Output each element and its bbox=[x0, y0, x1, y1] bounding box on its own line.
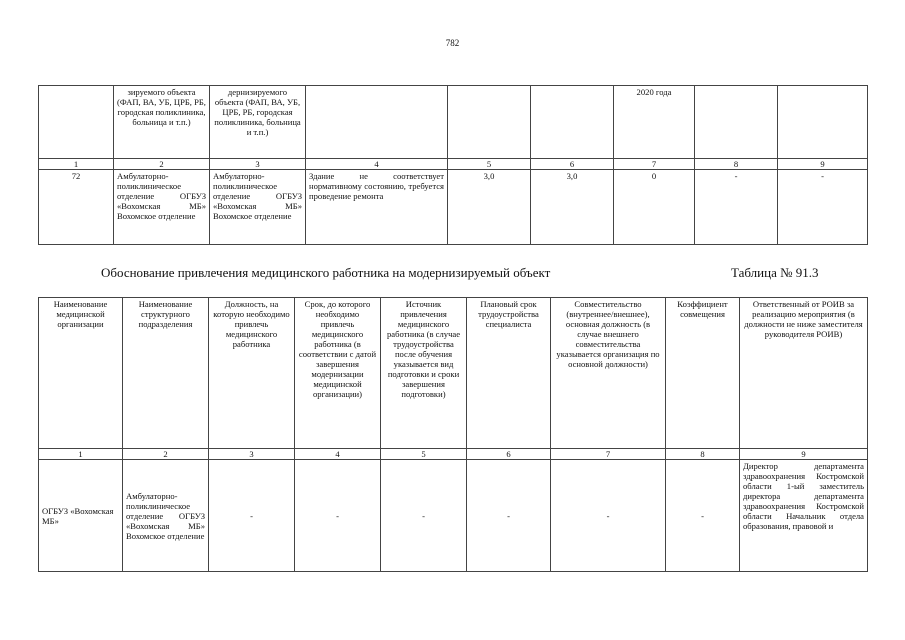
table-cell: зируемого объекта (ФАП, ВА, УБ, ЦРБ, РБ, городская поликлиника, больница и т.п.) bbox=[114, 86, 210, 159]
column-number: 1 bbox=[39, 159, 114, 170]
column-number: 4 bbox=[295, 449, 381, 460]
table-cell: 3,0 bbox=[531, 170, 614, 245]
table-cell: - bbox=[295, 460, 381, 572]
table-cell bbox=[778, 86, 868, 159]
table-header-row bbox=[39, 298, 868, 449]
column-number: 8 bbox=[666, 449, 740, 460]
column-numbers-row bbox=[39, 159, 868, 170]
column-numbers-row bbox=[39, 449, 868, 460]
infrastructure-table bbox=[38, 85, 868, 245]
column-header: Ответственный от РОИВ за реализацию мероприятия (в должности не ниже заместителя руководителя РОИВ) bbox=[740, 298, 868, 449]
column-header: Срок, до которого необходимо привлечь медицинского работника (в соответствии с датой завершения модернизации медицинской организации) bbox=[295, 298, 381, 449]
column-header: Наименование структурного подразделения bbox=[123, 298, 209, 449]
table-cell: ОГБУЗ «Вохомская МБ» bbox=[39, 460, 123, 572]
table-row bbox=[39, 86, 868, 159]
column-number: 1 bbox=[39, 449, 123, 460]
column-header: Наименование медицинской организации bbox=[39, 298, 123, 449]
column-number: 7 bbox=[614, 159, 695, 170]
table-cell: - bbox=[551, 460, 666, 572]
column-number: 8 bbox=[695, 159, 778, 170]
column-header: Источник привлечения медицинского работника (в случае трудоустройства после обучения указывается вид подготовки и сроки завершения подготовки) bbox=[381, 298, 467, 449]
table-caption-title: Обоснование привлечения медицинского работника на модернизируемый объект bbox=[101, 265, 551, 280]
column-number: 2 bbox=[123, 449, 209, 460]
table-cell bbox=[39, 86, 114, 159]
table-cell bbox=[695, 86, 778, 159]
table-cell bbox=[448, 86, 531, 159]
table-row bbox=[39, 170, 868, 245]
staffing-table bbox=[38, 297, 868, 572]
table-row bbox=[39, 460, 868, 572]
table-cell: 2020 года bbox=[614, 86, 695, 159]
table-cell: дернизируемого объекта (ФАП, ВА, УБ, ЦРБ, РБ, городская поликлиника, больница и т.п.) bbox=[210, 86, 306, 159]
table-cell: - bbox=[381, 460, 467, 572]
table-cell: - bbox=[209, 460, 295, 572]
column-header: Коэффициент совмещения bbox=[666, 298, 740, 449]
table-cell bbox=[306, 86, 448, 159]
column-number: 5 bbox=[448, 159, 531, 170]
table-caption-number: Таблица № 91.3 bbox=[731, 265, 819, 280]
column-header: Совместительство (внутреннее/внешнее), основная должность (в случае внешнего совместительства указывается организация по основной должности) bbox=[551, 298, 666, 449]
table-cell: - bbox=[695, 170, 778, 245]
column-number: 3 bbox=[210, 159, 306, 170]
column-number: 6 bbox=[467, 449, 551, 460]
column-header: Должность, на которую необходимо привлечь медицинского работника bbox=[209, 298, 295, 449]
table-cell: Амбулаторно-поликлиническое отделение ОГБУЗ «Вохомская МБ» Вохомское отделение bbox=[114, 170, 210, 245]
table-cell: Директор департамента здравоохранения Костромской области 1-ый заместитель директора департамента здравоохранения Костромской области Начальник отдела образования, правовой и bbox=[740, 460, 868, 572]
column-header: Плановый срок трудоустройства специалиста bbox=[467, 298, 551, 449]
table-cell: 0 bbox=[614, 170, 695, 245]
column-number: 3 bbox=[209, 449, 295, 460]
table-cell: - bbox=[467, 460, 551, 572]
table-cell bbox=[531, 86, 614, 159]
column-number: 7 bbox=[551, 449, 666, 460]
table-cell: - bbox=[666, 460, 740, 572]
column-number: 6 bbox=[531, 159, 614, 170]
page-number: 782 bbox=[445, 38, 460, 48]
column-number: 5 bbox=[381, 449, 467, 460]
table-cell: 3,0 bbox=[448, 170, 531, 245]
table-cell: Амбулаторно-поликлиническое отделение ОГБУЗ «Вохомская МБ» Вохомское отделение bbox=[123, 460, 209, 572]
table-cell: 72 bbox=[39, 170, 114, 245]
table-cell: Здание не соответствует нормативному состоянию, требуется проведение ремонта bbox=[306, 170, 448, 245]
column-number: 4 bbox=[306, 159, 448, 170]
table-cell: Амбулаторно-поликлиническое отделение ОГБУЗ «Вохомская МБ» Вохомское отделение bbox=[210, 170, 306, 245]
table-cell: - bbox=[778, 170, 868, 245]
column-number: 9 bbox=[740, 449, 868, 460]
column-number: 9 bbox=[778, 159, 868, 170]
column-number: 2 bbox=[114, 159, 210, 170]
